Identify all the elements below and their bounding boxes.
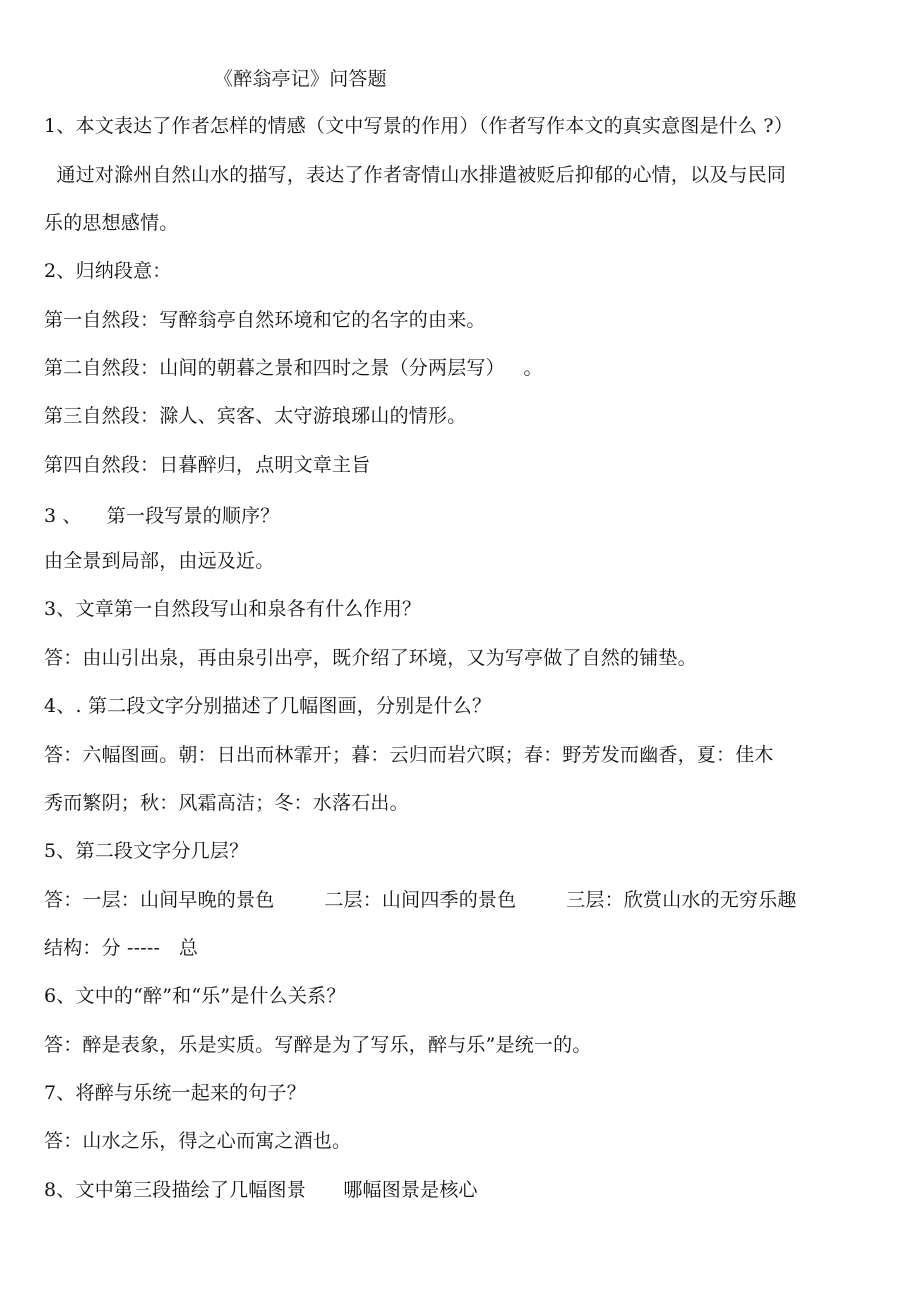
paragraph-1-summary: 第一自然段：写醉翁亭自然环境和它的名字的由来。 xyxy=(44,309,486,331)
answer-3b: 答：由山引出泉，再由泉引出亭，既介绍了环境，又为写亭做了自然的铺垫。 xyxy=(44,647,697,669)
answer-1-line-1: 通过对滁州自然山水的描写，表达了作者寄情山水排遣被贬后抑郁的心情，以及与民同 xyxy=(44,164,787,186)
question-7: 7、将醉与乐统一起来的句子？ xyxy=(44,1082,306,1104)
question-6: 6、文中的“醉”和“乐”是什么关系？ xyxy=(44,985,346,1007)
page-title: 《醉翁亭记》问答题 xyxy=(214,68,387,90)
question-1: 1、本文表达了作者怎样的情感（文中写景的作用）（作者写作本文的真实意图是什么 ?） xyxy=(44,115,794,137)
answer-3a: 由全景到局部，由远及近。 xyxy=(44,550,275,572)
question-3a: 3 、 第一段写景的顺序？ xyxy=(44,505,280,527)
question-2: 2、归纳段意： xyxy=(44,260,172,282)
paragraph-3-summary: 第三自然段：滁人、宾客、太守游琅琊山的情形。 xyxy=(44,405,467,427)
answer-7: 答：山水之乐，得之心而寓之酒也。 xyxy=(44,1130,352,1152)
question-5: 5、第二段文字分几层？ xyxy=(44,840,249,862)
answer-6: 答：醉是表象，乐是实质。写醉是为了写乐，醉与乐”是统一的。 xyxy=(44,1034,592,1056)
answer-4-line-1: 答：六幅图画。朝：日出而林霏开；暮：云归而岩穴暝；春：野芳发而幽香，夏：佳木 xyxy=(44,744,774,766)
question-3b: 3、文章第一自然段写山和泉各有什么作用？ xyxy=(44,598,422,620)
question-4: 4、. 第二段文字分别描述了几幅图画，分别是什么？ xyxy=(44,695,492,717)
question-8: 8、文中第三段描绘了几幅图景 哪幅图景是核心 xyxy=(44,1179,478,1201)
paragraph-4-summary: 第四自然段：日暮醉归，点明文章主旨 xyxy=(44,454,371,476)
paragraph-2-summary: 第二自然段：山间的朝暮之景和四时之景（分两层写） 。 xyxy=(44,357,543,379)
answer-4-line-2: 秀而繁阴；秋：风霜高洁；冬：水落石出。 xyxy=(44,792,409,814)
answer-5-structure: 结构：分 ----- 总 xyxy=(44,937,199,959)
answer-1-line-2: 乐的思想感情。 xyxy=(44,212,179,234)
answer-5-layers: 答：一层：山间早晚的景色 二层：山间四季的景色 三层：欣赏山水的无穷乐趣 xyxy=(44,889,797,911)
